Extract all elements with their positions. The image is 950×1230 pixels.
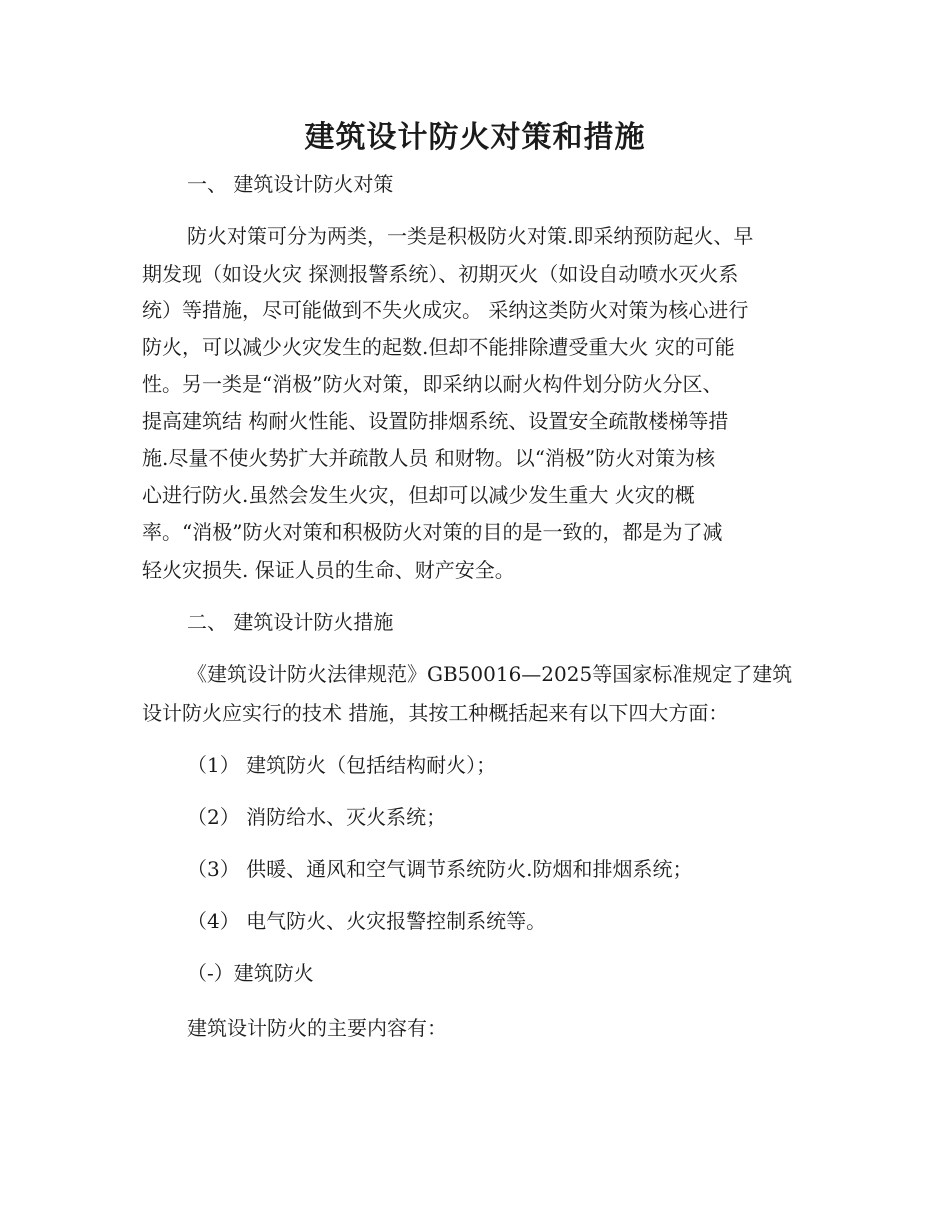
paragraph-line: 设计防火应实行的技术 措施，其按工种概括起来有以下四大方面： [142,701,729,725]
section-heading-1: 一、 建筑设计防火对策 [187,172,394,196]
list-item: （1） 建筑防火（包括结构耐火）； [187,753,497,777]
paragraph-line: 期发现（如设火灾 探测报警系统）、初期灭火（如设自动喷水灭火系 [142,262,739,286]
list-item: （4） 电气防火、火灾报警控制系统等。 [187,909,547,933]
paragraph-line: 防火对策可分为两类，一类是积极防火对策.即采纳预防起火、早 [187,224,754,248]
paragraph-line: 性。另一类是“消极”防火对策，即采纳以耐火构件划分防火分区、 [142,372,723,396]
paragraph-line: 防火，可以减少火灾发生的起数.但却不能排除遭受重大火 灾的可能 [142,335,735,359]
paragraph-line: 施.尽量不使火势扩大并疏散人员 和财物。以“消极”防火对策为核 [142,446,716,470]
subsection-heading: （-）建筑防火 [187,961,314,985]
list-item: （2） 消防给水、灭火系统； [187,805,447,829]
paragraph-line: 率。“消极”防火对策和积极防火对策的目的是一致的，都是为了减 [142,520,723,544]
paragraph-line: 轻火灾损失. 保证人员的生命、财产安全。 [142,558,515,582]
paragraph-line: 心进行防火.虽然会发生火灾，但却可以减少发生重大 火灾的概 [142,483,695,507]
list-item: （3） 供暖、通风和空气调节系统防火.防烟和排烟系统； [187,857,693,881]
subsection-intro: 建筑设计防火的主要内容有： [187,1016,447,1040]
section-heading-2: 二、 建筑设计防火措施 [187,610,394,634]
paragraph-line: 《建筑设计防火法律规范》GB50016—2025等国家标准规定了建筑 [187,662,793,686]
paragraph-line: 统）等措施，尽可能做到不失火成灾。 采纳这类防火对策为核心进行 [142,298,749,322]
document-title: 建筑设计防火对策和措施 [304,120,646,155]
paragraph-line: 提高建筑结 构耐火性能、设置防排烟系统、设置安全疏散楼梯等措 [142,409,729,433]
